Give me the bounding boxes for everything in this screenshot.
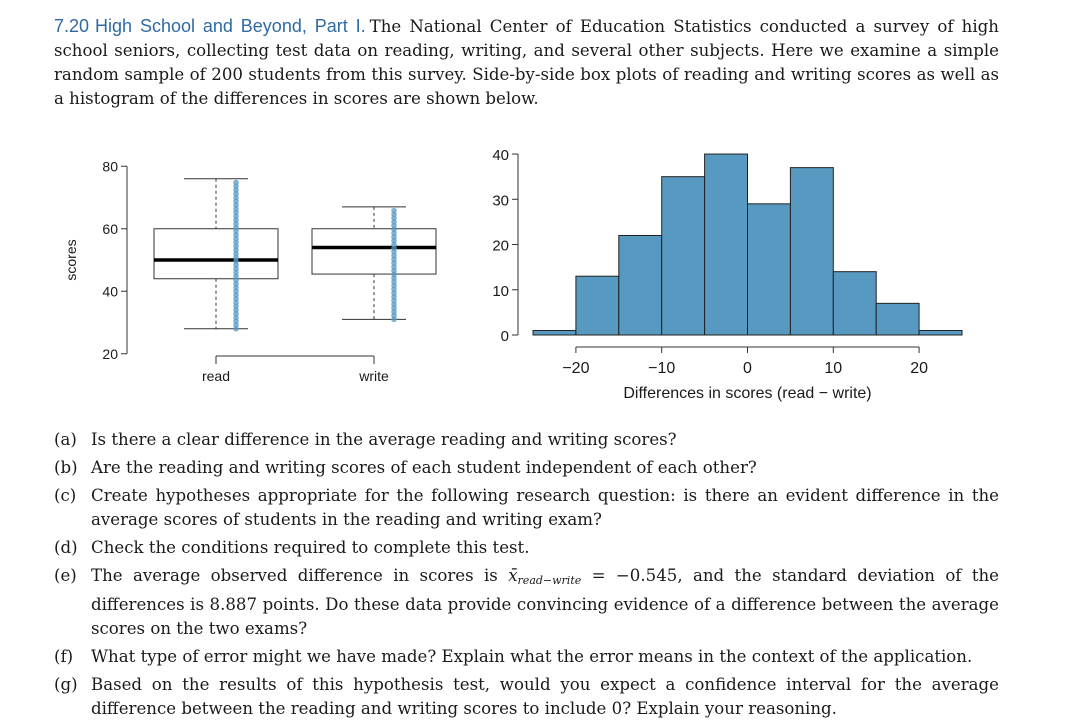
histogram-bar [576,276,619,335]
question-label: (e) [54,566,77,585]
question-f [54,645,999,669]
x-category-label: write [359,368,389,384]
question-d [54,536,999,560]
question-text: Are the reading and writing scores of each student independent of each other? [91,458,757,477]
y-tick-label: 20 [102,345,118,362]
y-tick-label: 20 [492,237,509,255]
exercise-intro-text: The National Center of Education Statistics conducted a survey of high school seniors, collecting test data on reading, writing, and several other subjects. Here we examine a simple random sample of 200 students from this survey. Side-by-side box plots of reading and writing scores as well as a histogram of the differences in scores are shown below. [54,17,999,108]
question-text-pre: The average observed difference in scores is [91,566,509,585]
histogram-bar [748,204,791,335]
x-tick-label: −10 [648,360,676,377]
data-point [233,180,239,186]
question-label: (a) [54,430,77,449]
question-text: What type of error might we have made? Explain what the error means in the context of the application. [91,647,973,666]
question-label: (c) [54,486,77,505]
x-category-label: read [201,368,231,384]
xbar-symbol: x̄ [508,566,518,585]
question-e [54,564,999,641]
question-text [91,564,999,641]
y-tick-label: 60 [102,220,118,237]
histogram-bar [919,330,962,335]
question-text: Check the conditions required to complete this test. [91,538,530,557]
histogram-bar [662,177,705,335]
question-a [54,428,999,452]
histogram-bar [790,168,833,335]
question-b [54,456,999,480]
question-text-post: = −0.545, and the standard deviation of the differences is 8.887 points. Do these data provide convincing evidence of a difference between the average scores on the two exams? [91,566,999,638]
iqr-box [154,229,278,279]
x-tick-label: 0 [743,360,752,377]
xbar-subscript: read−write [517,574,582,587]
histogram-bar [705,154,748,335]
y-tick-label: 40 [102,283,118,300]
question-label: (g) [54,675,78,694]
y-tick-label: 40 [492,147,509,165]
exercise-intro [54,14,999,111]
exercise-number: 7.20 [54,16,90,36]
y-axis-label: scores [63,239,79,281]
histogram-bar [833,272,876,335]
x-axis-label: Differences in scores (read − write) [623,385,872,402]
x-tick-label: 20 [910,360,928,377]
iqr-box [312,229,436,274]
x-tick-label: 10 [824,360,843,377]
question-label: (f) [54,647,74,666]
y-tick-label: 10 [492,282,509,300]
y-tick-label: 80 [102,158,118,175]
histogram-bar [533,330,576,335]
histogram-bar [876,303,919,335]
y-tick-label: 0 [500,328,509,345]
question-text: Is there a clear difference in the average reading and writing scores? [91,430,677,449]
x-tick-label: −20 [562,360,590,377]
question-list [54,428,999,725]
question-label: (d) [54,538,78,557]
question-label: (b) [54,458,78,477]
boxplot-chart [50,150,490,400]
histogram-bar [619,235,662,335]
y-tick-label: 30 [492,192,509,210]
histogram-chart [470,135,990,410]
data-point [391,208,397,214]
question-text: Based on the results of this hypothesis test, would you expect a confidence interval for the average difference between the reading and writing scores to include 0? Explain your reasoning. [91,675,999,718]
exercise-title: High School and Beyond, Part I. [95,16,366,36]
question-text: Create hypotheses appropriate for the following research question: is there an evident difference in the average scores of students in the reading and writing exam? [91,486,999,529]
question-c [54,484,999,532]
question-g [54,673,999,721]
